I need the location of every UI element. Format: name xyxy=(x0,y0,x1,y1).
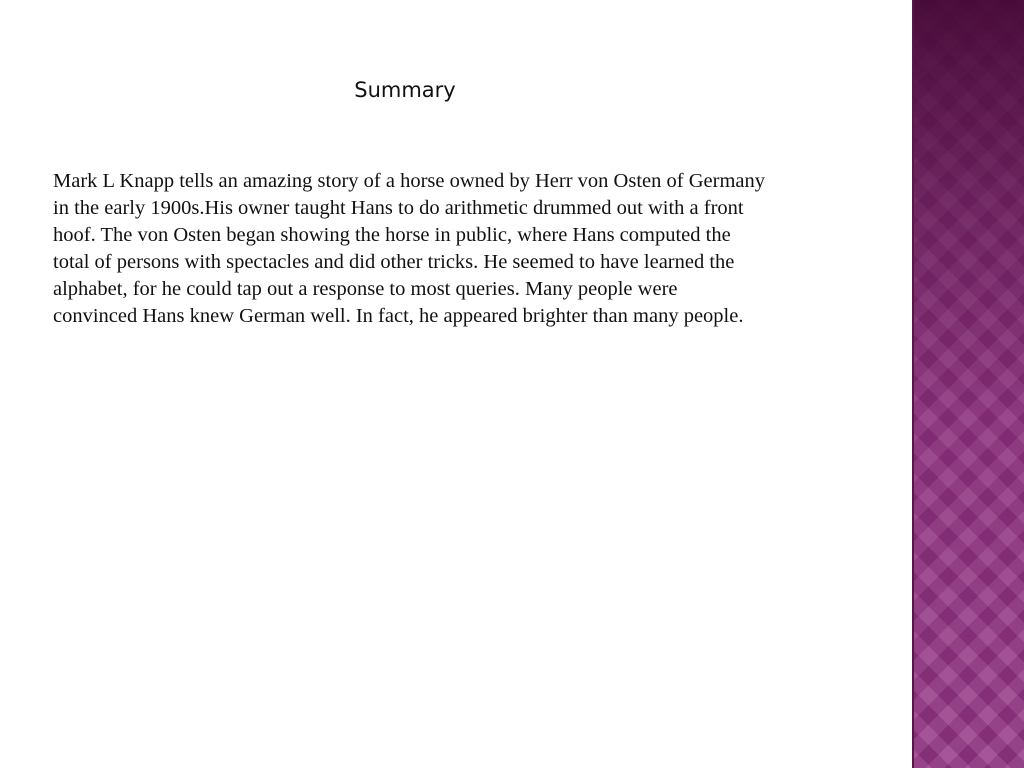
slide-title: Summary xyxy=(354,78,456,102)
slide-body-text: Mark L Knapp tells an amazing story of a horse owned by Herr von Osten of Germany in the early 1900s.His owner taught Hans to do arithmetic drummed out with a front hoof. The von Osten began showing the horse in public, where Hans computed the total of persons with spectacles and did other tricks. He seemed to have learned the alphabet, for he could tap out a response to most queries. Many people were convinced Hans knew German well. In fact, he appeared brighter than many people. xyxy=(53,170,765,327)
side-panel-edge xyxy=(912,0,914,768)
decorative-side-panel xyxy=(912,0,1024,768)
